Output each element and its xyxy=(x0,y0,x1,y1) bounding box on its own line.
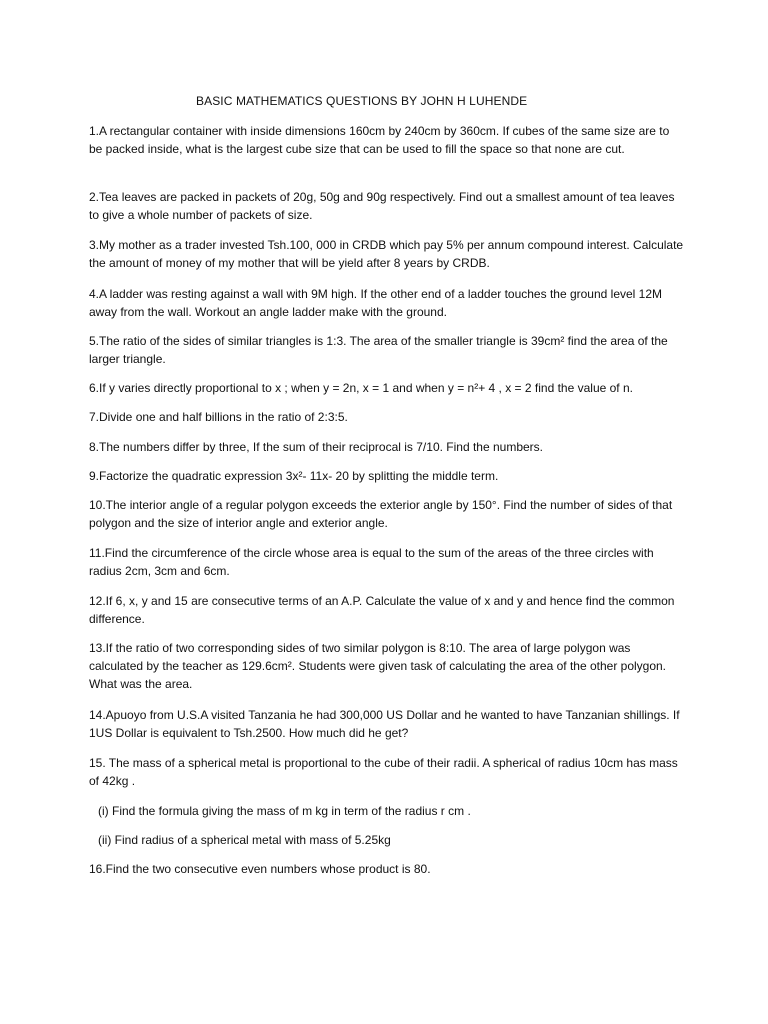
question-2: 2.Tea leaves are packed in packets of 20g, 50g and 90g respectively. Find out a smallest amount of tea leaves to give a whole number of packets of size. xyxy=(89,190,675,222)
question-11: 11.Find the circumference of the circle whose area is equal to the sum of the areas of the three circles with radius 2cm, 3cm and 6cm. xyxy=(89,546,654,578)
subquestion-i: (i) Find the formula giving the mass of m kg in term of the radius r cm . xyxy=(98,804,471,818)
question-14: 14.Apuoyo from U.S.A visited Tanzania he had 300,000 US Dollar and he wanted to have Tanzanian shillings. If 1US Dollar is equivalent to Tsh.2500. How much did he get? xyxy=(89,708,680,740)
question-8: 8.The numbers differ by three, If the sum of their reciprocal is 7/10. Find the numbers. xyxy=(89,440,543,454)
question-10: 10.The interior angle of a regular polygon exceeds the exterior angle by 150°. Find the number of sides of that polygon and the size of interior angle and exterior angle. xyxy=(89,498,673,530)
page-title: BASIC MATHEMATICS QUESTIONS BY JOHN H LUHENDE xyxy=(196,94,528,108)
question-5: 5.The ratio of the sides of similar triangles is 1:3. The area of the smaller triangle is 39cm² find the area of the larger triangle. xyxy=(89,334,668,366)
question-1: 1.A rectangular container with inside dimensions 160cm by 240cm by 360cm. If cubes of the same size are to be packed inside, what is the largest cube size that can be used to fill the space so that none are cut. xyxy=(89,124,670,156)
question-4: 4.A ladder was resting against a wall with 9M high. If the other end of a ladder touches the ground level 12M away from the wall. Workout an angle ladder make with the ground. xyxy=(89,287,663,319)
question-3: 3.My mother as a trader invested Tsh.100, 000 in CRDB which pay 5% per annum compound interest. Calculate the amount of money of my mother that will be yield after 8 years by CRDB. xyxy=(89,238,684,270)
question-7: 7.Divide one and half billions in the ratio of 2:3:5. xyxy=(89,410,348,424)
question-12: 12.If 6, x, y and 15 are consecutive terms of an A.P. Calculate the value of x and y and hence find the common difference. xyxy=(89,594,675,626)
subquestion-ii: (ii) Find radius of a spherical metal with mass of 5.25kg xyxy=(98,833,391,847)
question-9: 9.Factorize the quadratic expression 3x²- 11x- 20 by splitting the middle term. xyxy=(89,469,499,483)
question-6: 6.If y varies directly proportional to x ; when y = 2n, x = 1 and when y = n²+ 4 , x = 2 find the value of n. xyxy=(89,381,633,395)
question-13: 13.If the ratio of two corresponding sides of two similar polygon is 8:10. The area of large polygon was calculated by the teacher as 129.6cm². Students were given task of calculating the area of the other polygon. What was the area. xyxy=(89,641,667,691)
question-16: 16.Find the two consecutive even numbers whose product is 80. xyxy=(89,862,431,876)
question-15: 15. The mass of a spherical metal is proportional to the cube of their radii. A spherical of radius 10cm has mass of 42kg . xyxy=(89,756,678,788)
